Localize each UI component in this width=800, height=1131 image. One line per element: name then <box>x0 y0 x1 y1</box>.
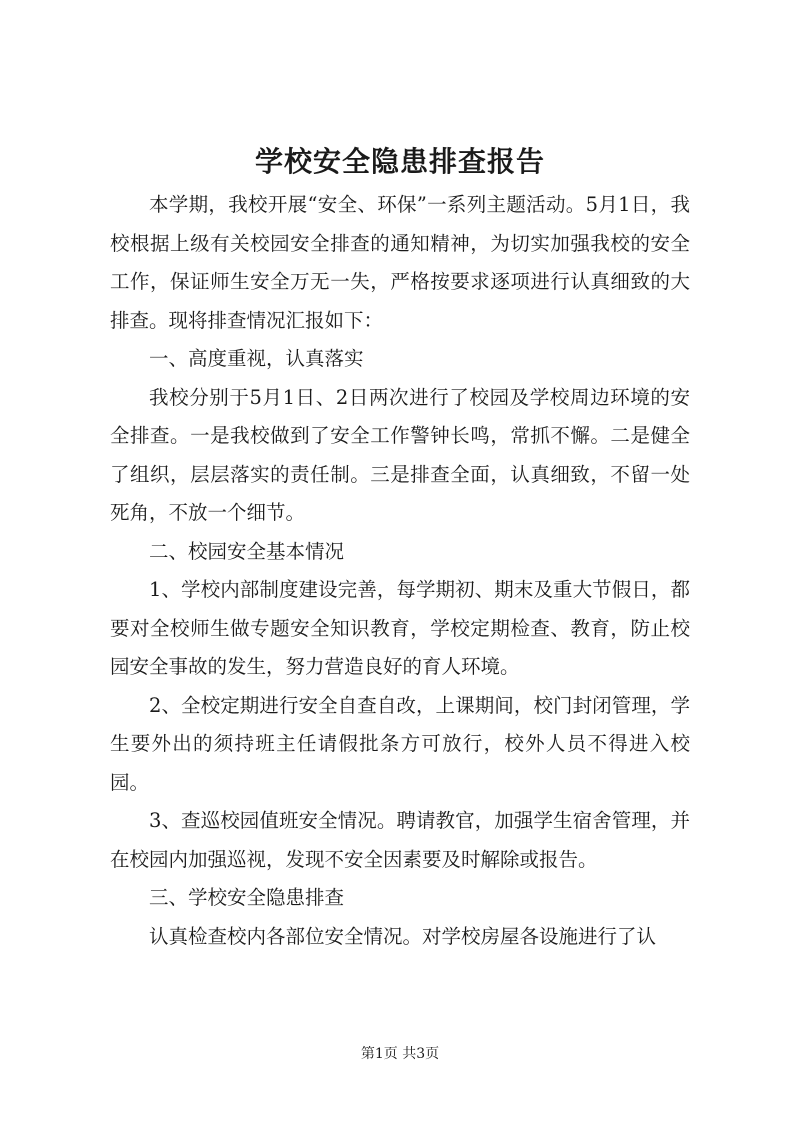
paragraph-section-3: 认真检查校内各部位安全情况。对学校房屋各设施进行了认 <box>149 924 657 948</box>
section-heading-2: 二、校园安全基本情况 <box>149 539 345 563</box>
section-heading-3: 三、学校安全隐患排查 <box>149 886 345 909</box>
section-heading-1: 一、高度重视，认真落实 <box>149 347 364 370</box>
paragraph-intro: 本学期，我校开展“安全、环保”一系列主题活动。5月1日，我校根据上级有关校园安全排查的通知精神，为切实加强我校的安全工作，保证师生安全万无一失，严格按要求逐项进行认真细致的大排查。现将排查情况汇报如下： <box>110 193 690 332</box>
document-page <box>110 138 690 956</box>
paragraph-item-3: 3、查巡校园值班安全情况。聘请教官，加强学生宿舍管理，并在校园内加强巡视，发现不安全因素要及时解除或报告。 <box>110 809 690 871</box>
page-footer: 第1页 共3页 <box>360 1046 440 1062</box>
paragraph-item-1: 1、学校内部制度建设完善，每学期初、期末及重大节假日，都要对全校师生做专题安全知识教育，学校定期检查、教育，防止校园安全事故的发生，努力营造良好的育人环境。 <box>110 578 690 678</box>
paragraph-section-1: 我校分别于5月1日、2日两次进行了校园及学校周边环境的安全排查。一是我校做到了安全工作警钟长鸣，常抓不懈。二是健全了组织，层层落实的责任制。三是排查全面，认真细致，不留一处死角，不放一个细节。 <box>110 385 690 524</box>
document-title: 学校安全隐患排查报告 <box>254 145 545 178</box>
paragraph-item-2: 2、全校定期进行安全自查自改，上课期间，校门封闭管理，学生要外出的须持班主任请假批条方可放行，校外人员不得进入校园。 <box>110 693 690 794</box>
